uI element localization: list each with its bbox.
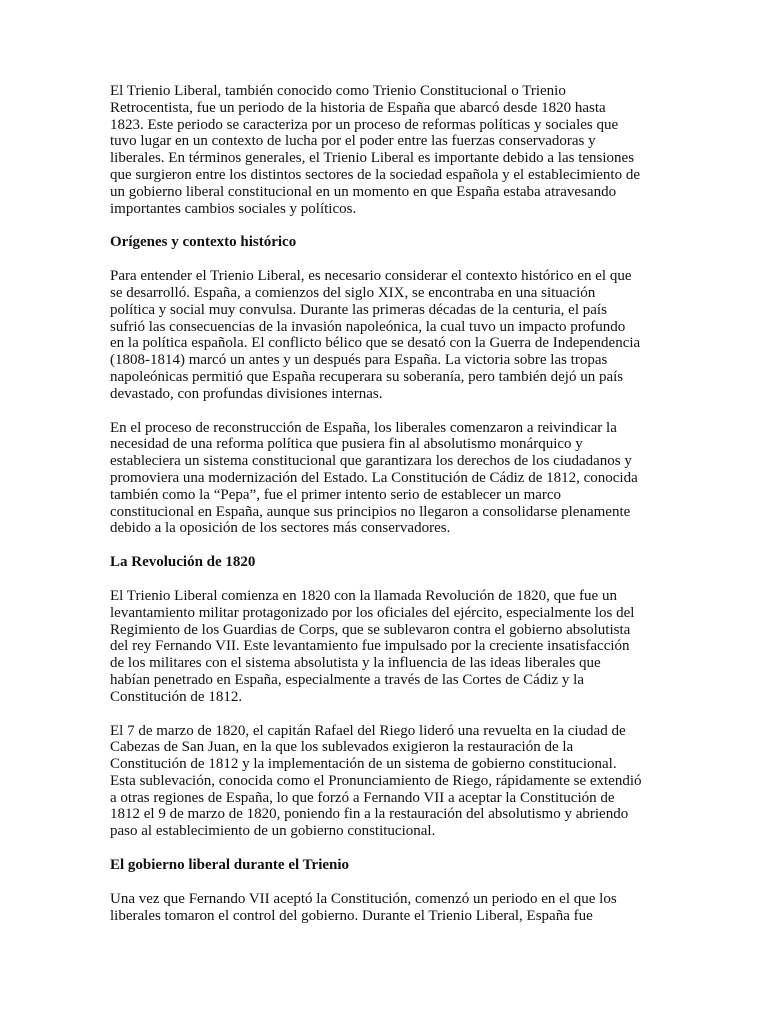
text-line: Esta sublevación, conocida como el Pronunciamiento de Riego, rápidamente se extendió [110, 772, 642, 789]
text-line: en la política española. El conflicto bélico que se desató con la Guerra de Independencia [110, 335, 641, 352]
text-line: un gobierno liberal constitucional en un momento en que España estaba atravesando [110, 183, 617, 200]
text-line: liberales. En términos generales, el Trienio Liberal es importante debido a las tensiones [110, 150, 635, 167]
text-line: El Trienio Liberal comienza en 1820 con la llamada Revolución de 1820, que fue un [110, 587, 617, 604]
text-line: paso al establecimiento de un gobierno constitucional. [110, 823, 436, 840]
text-line: política y social muy convulsa. Durante las primeras décadas de la centuria, el país [110, 301, 607, 318]
text-line: La Revolución de 1820 [110, 554, 256, 571]
text-line: El 7 de marzo de 1820, el capitán Rafael del Riego lideró una revuelta en la ciudad de [110, 722, 626, 739]
text-line: constitucional en España, aunque sus principios no llegaron a consolidarse plenamente [110, 503, 631, 520]
body-paragraph [110, 268, 660, 402]
text-line: napoleónicas permitió que España recuperara su soberanía, pero también dejó un país [110, 368, 624, 385]
text-line: habían penetrado en España, especialmente a través de las Cortes de Cádiz y la [110, 671, 584, 688]
text-line: El Trienio Liberal, también conocido como Trienio Constitucional o Trienio [110, 83, 566, 99]
text-line: debido a la oposición de los sectores más conservadores. [110, 520, 451, 537]
text-line: se desarrolló. España, a comienzos del siglo XIX, se encontraba en una situación [110, 284, 596, 301]
text-line: sufrió las consecuencias de la invasión napoleónica, la cual tuvo un impacto profundo [110, 318, 626, 335]
text-line: Retrocentista, fue un periodo de la historia de España que abarcó desde 1820 hasta [110, 99, 606, 116]
text-line: Constitución de 1812 y la implementación de un sistema de gobierno constitucional. [110, 756, 617, 773]
text-line: Una vez que Fernando VII aceptó la Constitución, comenzó un periodo en el que los [110, 890, 617, 907]
section-heading [110, 857, 660, 874]
text-line: 1823. Este periodo se caracteriza por un proceso de reformas políticas y sociales que [110, 116, 619, 133]
text-line: tuvo lugar en un contexto de lucha por el poder entre las fuerzas conservadoras y [110, 133, 596, 150]
text-line: En el proceso de reconstrucción de España, los liberales comenzaron a reivindicar la [110, 419, 617, 436]
body-paragraph [110, 891, 660, 925]
text-line: también como la “Pepa”, fue el primer intento serio de establecer un marco [110, 486, 562, 503]
text-line: Constitución de 1812. [110, 688, 243, 705]
text-line: estableciera un sistema constitucional que garantizara los derechos de los ciudadanos y [110, 453, 632, 470]
body-paragraph [110, 588, 660, 706]
text-line: que surgieron entre los distintos sectores de la sociedad española y el establecimiento de [110, 166, 640, 183]
text-line: de los militares con el sistema absolutista y la influencia de las ideas liberales que [110, 655, 601, 672]
text-line: (1808-1814) marcó un antes y un después para España. La victoria sobre las tropas [110, 352, 608, 369]
text-line: promoviera una modernización del Estado. La Constitución de Cádiz de 1812, conocida [110, 469, 638, 486]
text-line: Regimiento de los Guardias de Corps, que se sublevaron contra el gobierno absolutista [110, 621, 631, 638]
text-line: Orígenes y contexto histórico [110, 234, 297, 251]
text-line: El gobierno liberal durante el Trienio [110, 857, 350, 874]
text-line: levantamiento militar protagonizado por los oficiales del ejército, especialmente los del [110, 604, 635, 621]
text-line: importantes cambios sociales y políticos. [110, 200, 357, 217]
text-line: a otras regiones de España, lo que forzó a Fernando VII a aceptar la Constitución de [110, 789, 615, 806]
document-page [110, 83, 660, 941]
text-line: devastado, con profundas divisiones internas. [110, 385, 383, 402]
text-line: Cabezas de San Juan, en la que los sublevados exigieron la restauración de la [110, 739, 574, 756]
section-heading [110, 554, 660, 571]
section-heading [110, 234, 660, 251]
text-line: del rey Fernando VII. Este levantamiento fue impulsado por la creciente insatisfacción [110, 638, 630, 655]
text-line: 1812 el 9 de marzo de 1820, poniendo fin a la restauración del absolutismo y abriendo [110, 806, 629, 823]
text-line: Para entender el Trienio Liberal, es necesario considerar el contexto histórico en el que [110, 268, 632, 285]
text-line: necesidad de una reforma política que pusiera fin al absolutismo monárquico y [110, 436, 583, 453]
body-paragraph [110, 420, 660, 538]
body-paragraph [110, 83, 660, 217]
body-paragraph [110, 723, 660, 841]
text-line: liberales tomaron el control del gobierno. Durante el Trienio Liberal, España fue [110, 907, 593, 924]
